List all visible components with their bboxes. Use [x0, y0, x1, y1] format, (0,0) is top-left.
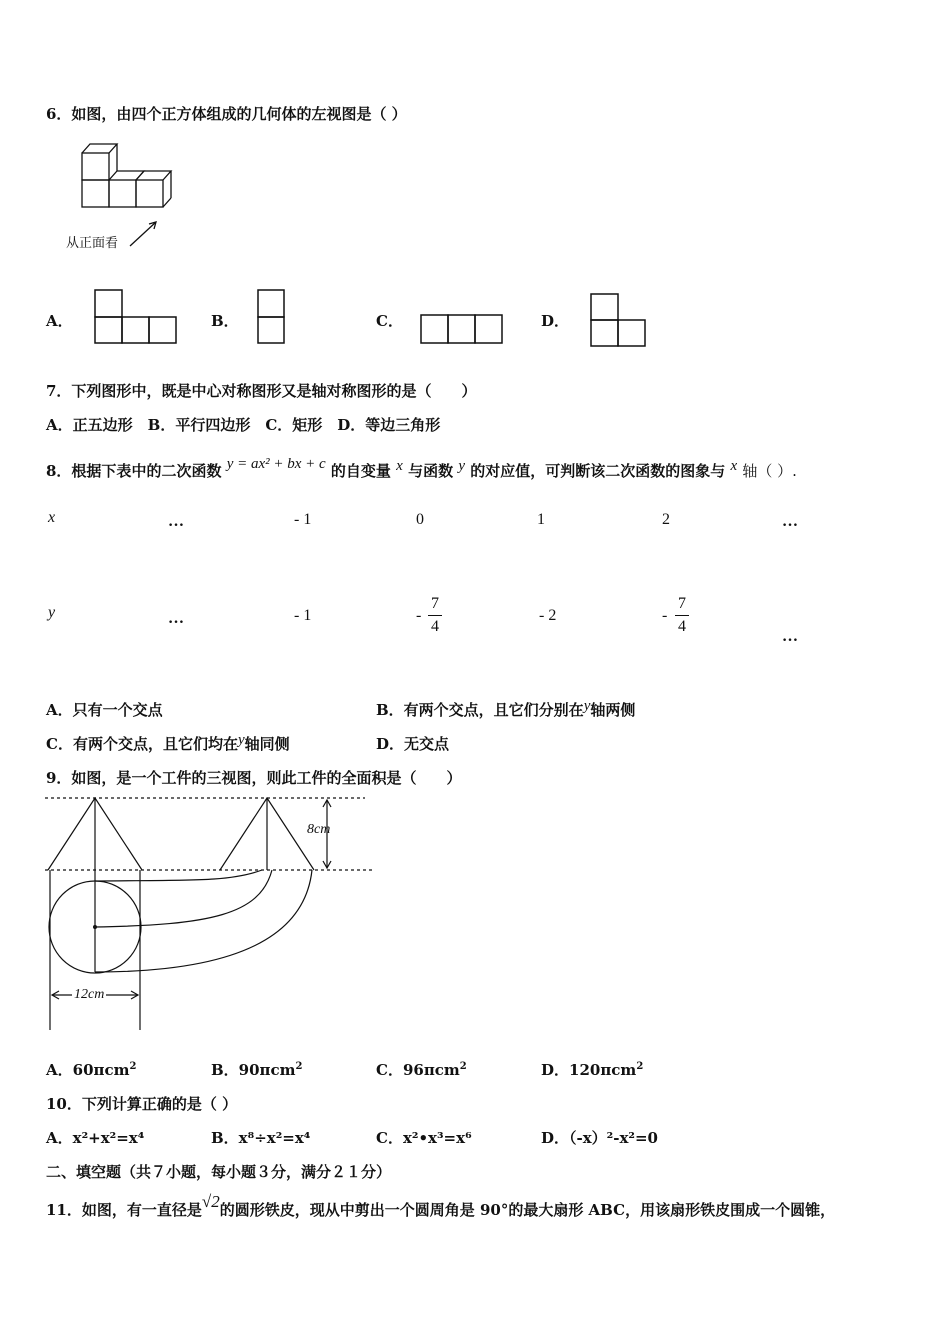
fraction-numerator: 7	[431, 595, 439, 612]
q8-table-fraction	[675, 595, 689, 636]
q8-table-x-cell: 2	[662, 511, 670, 528]
q9-option-a-text: A．60πcm	[46, 1061, 130, 1079]
q8-option-c[interactable]	[46, 733, 290, 754]
q11-stem	[46, 1192, 836, 1220]
q8-var-x: x	[396, 458, 403, 474]
q8-table-x-cell: 0	[416, 511, 424, 528]
q9-stem: 9．如图，是一个工件的三视图，则此工件的全面积是（ ）	[46, 769, 462, 787]
q8-table-x-cell: 1	[537, 511, 545, 528]
q9-option-d-text: D．120πcm	[541, 1061, 637, 1079]
q8-table-y-cell: …	[168, 610, 184, 627]
q8-table-y-label: y	[48, 604, 56, 621]
q7-options: A．正五边形 B．平行四边形 C．矩形 D．等边三角形	[46, 416, 441, 434]
q10-option-b[interactable]: B．x⁸÷x²=x⁴	[211, 1129, 311, 1147]
q6-figure-caption: 从正面看	[66, 235, 119, 250]
q8-stem-a: 8．根据下表中的二次函数	[46, 462, 222, 480]
q8-table-y-cell: -	[416, 607, 422, 624]
q11-stem-b: 的圆形铁皮，现从中剪出一个圆周角是 90°的最大扇形 ABC，用该扇形铁皮围成一个圆锥，	[219, 1201, 836, 1219]
fraction-numerator: 7	[678, 595, 686, 612]
q8-option-c-text-2: 轴同侧	[244, 735, 290, 753]
q8-option-c-var: y	[237, 732, 245, 748]
q9-option-d-sup: 2	[636, 1061, 644, 1072]
q9-option-a-sup: 2	[129, 1061, 137, 1072]
q8-table-x-cell: …	[782, 513, 798, 530]
q8-option-b[interactable]	[376, 699, 635, 720]
q10-stem: 10．下列计算正确的是（ ）	[46, 1095, 238, 1113]
q9-option-d[interactable]	[541, 1059, 643, 1080]
q11-stem-a: 11．如图，有一直径是	[46, 1201, 202, 1219]
q8-option-a[interactable]: A．只有一个交点	[46, 701, 163, 719]
q8-table-x-cell: …	[168, 513, 184, 530]
q8-stem	[46, 456, 797, 481]
q8-stem-d: 的对应值，可判断该二次函数的图象与	[470, 462, 726, 480]
q9-option-b[interactable]	[211, 1059, 303, 1080]
section-heading: 二、填空题（共７小题，每小题３分，满分２１分）	[46, 1163, 392, 1181]
q6-option-a[interactable]: A．	[46, 312, 73, 330]
q8-formula: y = ax² + bx + c	[226, 456, 326, 472]
q9-option-c[interactable]	[376, 1059, 467, 1080]
q9-option-a[interactable]	[46, 1059, 136, 1080]
q8-table-x-label: x	[48, 509, 56, 526]
q9-width-label: 12cm	[74, 987, 105, 1002]
q8-stem-e: 轴（ ）.	[742, 462, 797, 480]
q9-option-c-sup: 2	[459, 1061, 467, 1072]
q10-option-d[interactable]: D．（-x）²-x²=0	[541, 1129, 658, 1147]
q9-option-b-sup: 2	[295, 1061, 303, 1072]
q8-option-b-text-2: 轴两侧	[590, 701, 636, 719]
q6-option-b[interactable]: B．	[211, 312, 239, 330]
q8-table-y-cell: …	[782, 628, 798, 645]
q6-option-c-figure	[420, 314, 504, 346]
q8-table-y-cell: - 1	[294, 607, 312, 624]
q8-option-b-text: B．有两个交点，且它们分别在	[376, 701, 584, 719]
q6-option-d[interactable]: D．	[541, 312, 570, 330]
q8-table-x-cell: - 1	[294, 511, 312, 528]
q6-option-d-figure	[590, 293, 648, 349]
q9-option-b-text: B．90πcm	[211, 1061, 296, 1079]
fraction-denominator: 4	[678, 618, 686, 635]
q8-stem-c: 与函数	[408, 462, 454, 480]
q8-option-d[interactable]: D．无交点	[376, 735, 450, 753]
q8-stem-b: 的自变量	[330, 462, 391, 480]
fraction-denominator: 4	[431, 618, 439, 635]
q6-option-c[interactable]: C．	[376, 312, 403, 330]
q8-var-x2: x	[730, 458, 738, 474]
q8-var-y: y	[458, 458, 465, 474]
q8-option-c-text: C．有两个交点，且它们均在	[46, 735, 238, 753]
q6-option-b-figure	[257, 289, 287, 346]
q9-height-label: 8cm	[307, 822, 331, 837]
q6-option-a-figure	[94, 289, 178, 349]
q10-option-c[interactable]: C．x²•x³=x⁶	[376, 1129, 472, 1147]
q8-option-b-var: y	[583, 698, 591, 714]
q8-table-y-cell: - 2	[539, 607, 557, 624]
q8-table-fraction	[428, 595, 442, 636]
q6-stem: 6．如图，由四个正方体组成的几何体的左视图是（ ）	[46, 105, 407, 123]
q11-radical: √2	[201, 1192, 220, 1211]
q8-table-y-cell: -	[662, 607, 668, 624]
q10-option-a[interactable]: A．x²+x²=x⁴	[46, 1129, 145, 1147]
q9-option-c-text: C．96πcm	[376, 1061, 460, 1079]
q7-stem: 7．下列图形中，既是中心对称图形又是轴对称图形的是（ ）	[46, 382, 477, 400]
